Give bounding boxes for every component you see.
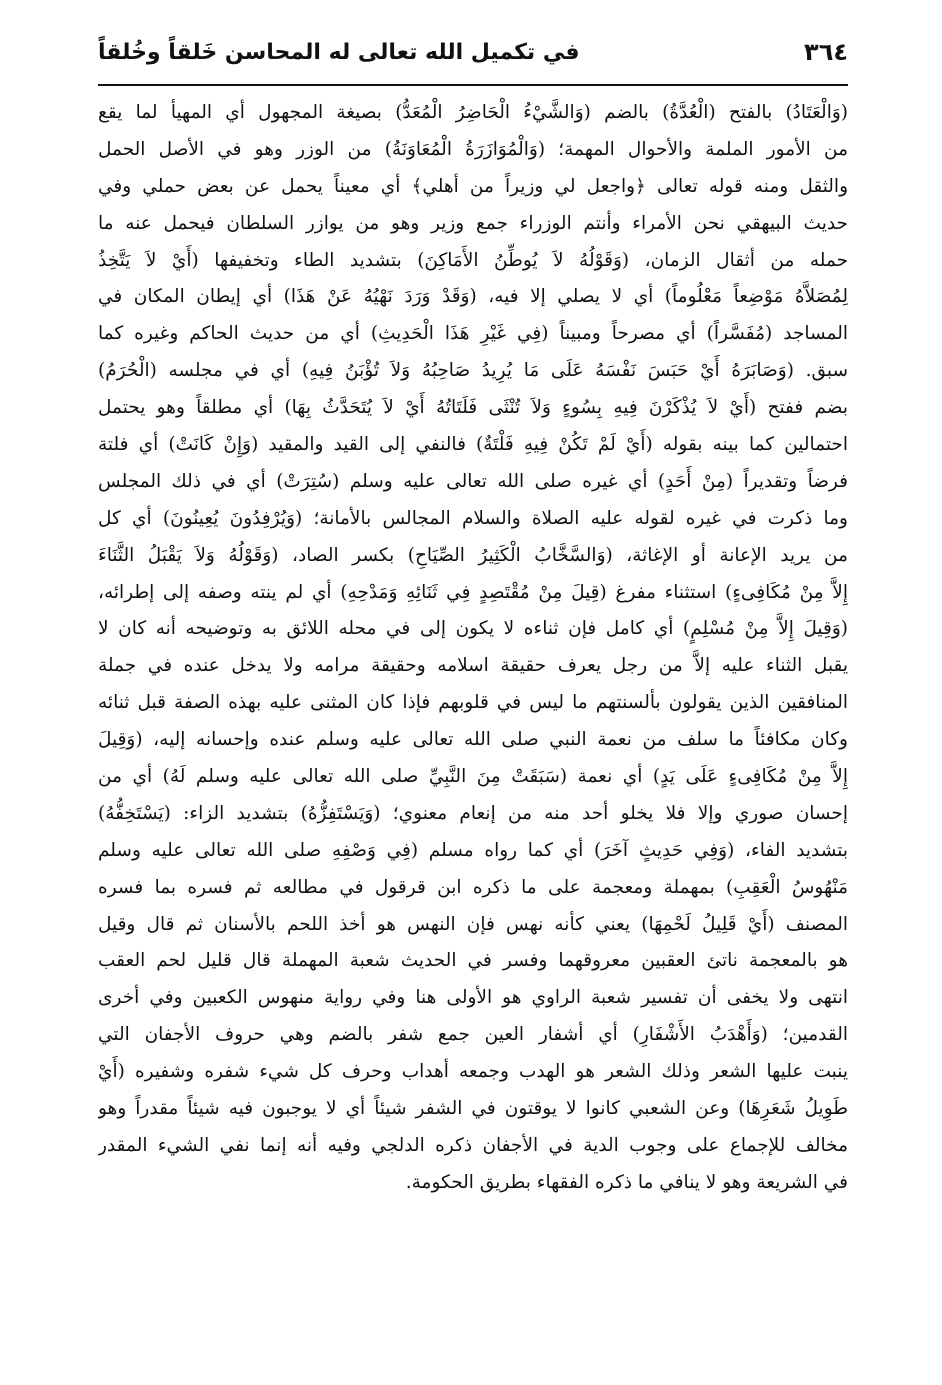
text-line: وما ذكرت في غيره لقوله عليه الصلاة والسلام المجالس بالأمانة؛ (وَيُرْفِدُونَ يُعِينُونَ) أي كل <box>98 507 848 529</box>
text-line: طَوِيلُ شَعَرِهَا) وعن الشعبي كانوا لا يوقتون في الشفر شيئاً أي لا يوجبون فيه شيئاً مقدراً وهو <box>98 1098 848 1120</box>
text-line: من يريد الإعانة أو الإغاثة، (وَالسَّخَّابُ الْكَثِيرُ الصِّيَاحِ) بكسر الصاد، (وَقَوْلُهُ وَلاَ يَقْبَلُ الثَّنَاءَ <box>98 544 848 566</box>
text-line: إِلاَّ مِنْ مُكَافِىءٍ عَلَى يَدٍ) أي نعمة (سَبَقَتْ مِنَ النَّبِيِّ صلى الله تعالى عليه وسلم لَهُ) أي من <box>98 766 848 788</box>
text-line: المصنف (أَيْ قَلِيلُ لَحْمِهَا) يعني كأنه نهس فإن النهس هو أخذ اللحم بالأسنان ثم قال وقيل <box>98 913 848 935</box>
text-line: في الشريعة وهو لا ينافي ما ذكره الفقهاء بطريق الحكومة. <box>405 1171 848 1193</box>
text-line: والثقل ومنه قوله تعالى ﴿واجعل لي وزيراً من أهلي﴾ أي معيناً يحمل عن بعض حملي وفي <box>98 175 848 197</box>
text-line: (وَالْعَتَادُ) بالفتح (الْعُدَّةُ) بالضم (وَالشَّيْءُ الْحَاضِرُ الْمُعَدُّ) بصيغة المجهول أي المهيأ لما يقع <box>98 102 848 123</box>
text-line: المساجد (مُفَسَّراً) أي مصرحاً ومبيناً (فِي غَيْرِ هَذَا الْحَدِيثِ) أي من حديث الحاكم وغيره كما <box>98 323 848 345</box>
text-line: يقبل الثناء عليه إلاَّ من رجل يعرف حقيقة اسلامه وحقيقة مرامه ولا يدخل عنده في جملة <box>98 655 848 677</box>
text-line: سبق. (وَصَابَرَهُ أَيْ حَبَسَ نَفْسَهُ عَلَى مَا يُرِيدُ صَاحِبُهُ وَلاَ تُؤْبَنُ فِيهِ) أي في مجلسه (الْحُرَمُ) <box>98 360 848 382</box>
header-divider <box>98 84 848 86</box>
text-line: المنافقين الذين يقولون بألسنتهم ما ليس في قلوبهم فإذا كان المثنى عليه بهذه الصفة قبل ثنائه <box>98 692 848 714</box>
running-title: في تكميل الله تعالى له المحاسن خَلقاً وخُلقاً <box>98 39 580 65</box>
text-line: إِلاَّ مِنْ مُكَافِىءٍ) استثناء مفرغ (قِيلَ مِنْ مُقْتَصِدٍ فِي ثَنَائِهِ وَمَدْحِهِ) أي لم ينته وصفه إلى إطرائه، <box>98 581 848 603</box>
text-line: ينبت عليها الشعر وذلك الشعر هو الهدب وجمعه أهداب وحرف كل شيء شفره وشفيره (أَيْ <box>98 1061 848 1083</box>
text-line: بتشديد الفاء، (وَفِي حَدِيثٍ آخَرَ) أي كما رواه مسلم (فِي وَصْفِهِ صلى الله تعالى عليه وسلم <box>98 839 848 861</box>
text-line: مَنْهُوسُ الْعَقِبِ) بمهملة ومعجمة على ما ذكره ابن قرقول في مطالعه ثم فسره بما فسره <box>98 876 848 898</box>
text-line: احتمالين كما بينه بقوله (أَيْ لَمْ تَكُنْ فِيهِ فَلْتَةٌ) فالنفي إلى القيد والمقيد (وَإِنْ كَانَتْ) أي فلتة <box>98 434 848 456</box>
text-line: فرضاً وتقديراً (مِنْ أَحَدٍ) أي غيره صلى الله تعالى عليه وسلم (سُتِرَتْ) أي في ذلك المجلس <box>98 470 848 492</box>
text-line: بضم ففتح (أَيْ لاَ يُذْكَرْنَ فِيهِ بِسُوءٍ وَلاَ تُنْثَى فَلَتَاتُهُ أَيْ لاَ يُتَحَدَّثُ بِهَا) أي مطلقاً وهو يحتمل <box>98 397 848 419</box>
text-line: من الأمور الملمة والأحوال المهمة؛ (وَالْمُوَازَرَةُ الْمُعَاوَنَةُ) من الوزر وهو في الأصل الحمل <box>98 138 848 160</box>
page-number: ٣٦٤ <box>804 38 848 66</box>
text-line: لِمُصَلاَّهُ مَوْضِعاً مَعْلُوماً) أي لا يصلي إلا فيه، (وَقَدْ وَرَدَ نَهْيُهُ عَنْ هَذَا) أي إيطان المكان في <box>98 286 848 308</box>
text-line: وكان مكافئاً ما سلف من نعمة النبي صلى الله تعالى عليه وسلم عنده وإحسانه إليه، (وَقِيلَ <box>98 729 848 751</box>
text-line: حمله من أثقال الزمان، (وَقَوْلُهُ لاَ يُوطِّنُ الأَمَاكِنَ) بتشديد الطاء وتخفيفها (أَيْ لاَ يَتَّخِذُ <box>98 249 848 271</box>
text-line: (وَقِيلَ إِلاَّ مِنْ مُسْلِمٍ) أي كامل فإن ثناءه لا يكون إلى في محله اللائق به وتوضيحه أنه كان لا <box>98 618 848 640</box>
text-line: مخالف للإجماع على وجوب الدية في الأجفان ذكره الدلجي وفيه أنه إنما نفي الشيء المقدر <box>98 1134 848 1156</box>
page-header <box>98 28 848 76</box>
text-line: هو بالمعجمة ناتئ العقبين معروقهما وفسر في الحديث شعبة المهملة قال قليل لحم العقب <box>98 950 848 972</box>
text-line: إحسان صوري وإلا فلا يخلو أحد منه من إنعام معنوي؛ (وَيَسْتَفِزُّهُ) بتشديد الزاء: (يَسْتَخِفُّهُ) <box>98 802 848 824</box>
text-line: انتهى ولا يخفى أن تفسير شعبة الراوي هو الأولى هنا وفي رواية منهوس الكعبين وفي أخرى <box>98 987 848 1009</box>
commentary-text <box>98 95 848 1202</box>
text-line: حديث البيهقي نحن الأمراء وأنتم الوزراء جمع وزير وهو من يوازر السلطان فيحمل عنه ما <box>98 212 848 234</box>
text-line: القدمين؛ (وَأَهْدَبُ الأَشْفَارِ) أي أشفار العين جمع شفر بالضم وهي حروف الأجفان التي <box>98 1024 848 1046</box>
